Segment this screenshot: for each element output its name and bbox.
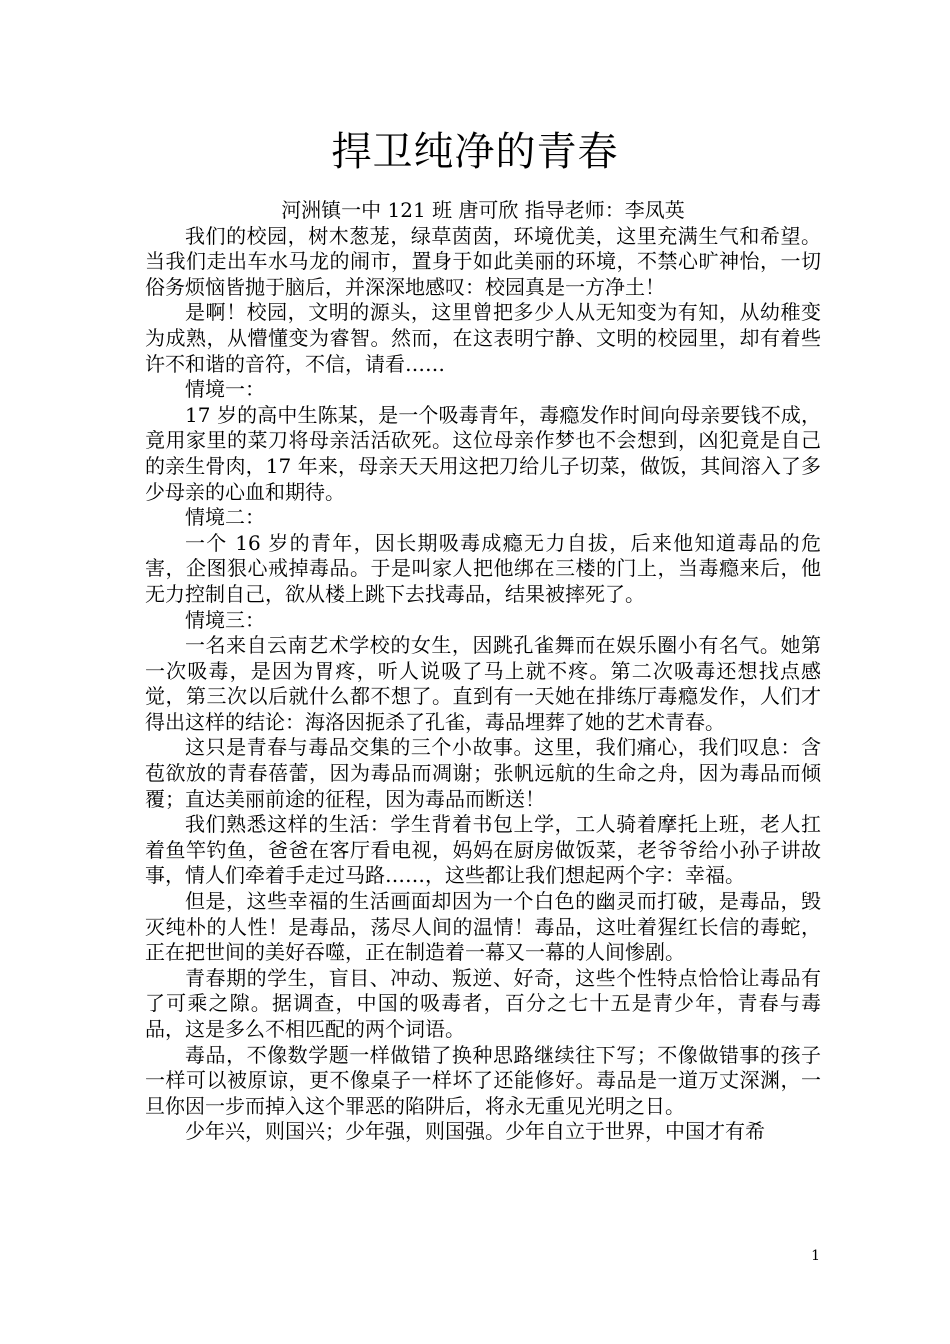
document-body — [145, 198, 821, 1145]
author-byline: 河洲镇一中 121 班 唐可欣 指导老师：李凤英 — [281, 198, 685, 222]
paragraph-scenario-three: 一名来自云南艺术学校的女生，因跳孔雀舞而在娱乐圈小有名气。她第一次吸毒，是因为胃疼，听人说吸了马上就不疼。第二次吸毒还想找点感觉，第三次以后就什么都不想了。直到有一天她在排练厅毒瘾发作，人们才得出这样的结论：海洛因扼杀了孔雀，毒品埋葬了她的艺术青春。 — [145, 633, 821, 734]
paragraph-reflection: 这只是青春与毒品交集的三个小故事。这里，我们痛心，我们叹息：含苞欲放的青春蓓蕾，因为毒品而凋谢；张帆远航的生命之舟，因为毒品而倾覆；直达美丽前途的征程，因为毒品而断送！ — [145, 735, 821, 811]
scenario-three-heading: 情境三： — [185, 607, 265, 632]
paragraph-adolescence: 青春期的学生，盲目、冲动、叛逆、好奇，这些个性特点恰恰让毒品有了可乘之隙。据调查，中国的吸毒者，百分之七十五是青少年，青春与毒品，这是多么不相匹配的两个词语。 — [145, 965, 821, 1041]
document-title: 捍卫纯净的青春 — [331, 129, 619, 175]
paragraph-campus: 是啊！校园，文明的源头，这里曾把多少人从无知变为有知，从幼稚变为成熟，从懵懂变为睿智。然而，在这表明宁静、文明的校园里，却有着些许不和谐的音符，不信，请看…… — [145, 300, 821, 376]
paragraph-scenario-two: 一个 16 岁的青年，因长期吸毒成瘾无力自拔，后来他知道毒品的危害，企图狠心戒掉毒品。于是叫家人把他绑在三楼的门上，当毒瘾来后，他无力控制自己，欲从楼上跳下去找毒品，结果被摔死了。 — [145, 530, 821, 606]
page-number: 1 — [811, 1248, 820, 1264]
paragraph-intro: 我们的校园，树木葱茏，绿草茵茵，环境优美，这里充满生气和希望。当我们走出车水马龙的闹市，置身于如此美丽的环境，不禁心旷神怡，一切俗务烦恼皆抛于脑后，并深深地感叹：校园真是一方净土！ — [145, 223, 821, 299]
paragraph-scenario-one: 17 岁的高中生陈某，是一个吸毒青年，毒瘾发作时间向母亲要钱不成，竟用家里的菜刀将母亲活活砍死。这位母亲作梦也不会想到，凶犯竟是自己的亲生骨肉，17 年来，母亲天天用这把刀给儿子切菜，做饭，其间溶入了多少母亲的心血和期待。 — [145, 402, 821, 504]
paragraph-drug-harm: 但是，这些幸福的生活画面却因为一个白色的幽灵而打破，是毒品，毁灭纯朴的人性！是毒品，荡尽人间的温情！毒品，这吐着猩红长信的毒蛇，正在把世间的美好吞噬，正在制造着一幕又一幕的人间惨剧。 — [145, 889, 821, 965]
scenario-two-heading: 情境二： — [185, 505, 265, 530]
scenario-one-heading: 情境一： — [185, 377, 265, 402]
paragraph-abyss: 毒品，不像数学题一样做错了换种思路继续往下写；不像做错事的孩子一样可以被原谅，更不像桌子一样坏了还能修好。毒品是一道万丈深渊，一旦你因一步而掉入这个罪恶的陷阱后，将永无重见光明之日。 — [145, 1042, 821, 1118]
paragraph-youth-strength: 少年兴，则国兴；少年强，则国强。少年自立于世界，中国才有希 — [185, 1119, 765, 1144]
paragraph-happiness: 我们熟悉这样的生活：学生背着书包上学，工人骑着摩托上班，老人扛着鱼竿钓鱼，爸爸在客厅看电视，妈妈在厨房做饭菜，老爷爷给小孙子讲故事，情人们牵着手走过马路……，这些都让我们想起两个字：幸福。 — [145, 812, 821, 888]
